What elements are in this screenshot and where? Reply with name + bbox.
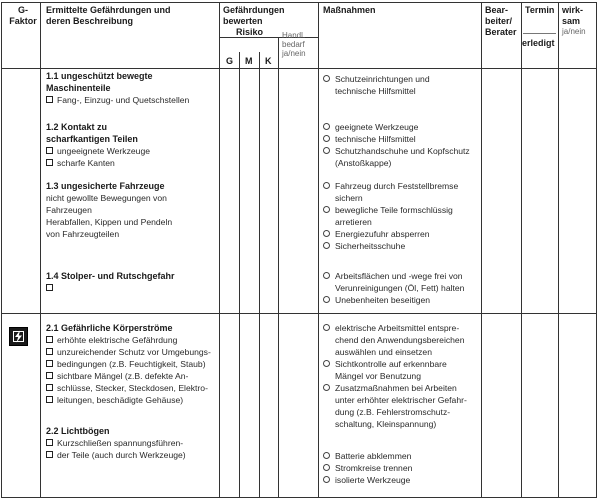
- measure-item: [323, 406, 450, 418]
- col-divider: [259, 52, 260, 498]
- hazard-item-text: Herabfallen, Kippen und Pendeln: [46, 217, 173, 227]
- col-divider: [481, 2, 482, 498]
- measure-text: (Anstoßkappe): [335, 158, 392, 168]
- measure-item: [323, 294, 430, 306]
- hazard-item-text: erhöhte elektrische Gefährdung: [57, 335, 178, 345]
- header-hazards: Ermittelte Gefährdungen und deren Beschreibung: [46, 5, 171, 26]
- hazard-item-text: schlüsse, Stecker, Steckdosen, Elektro-: [57, 383, 208, 393]
- header-m: M: [245, 56, 253, 66]
- measure-text: Energiezufuhr absperren: [335, 229, 430, 239]
- circle-bullet-icon: [323, 476, 330, 483]
- header-erledigt: erledigt: [522, 38, 555, 48]
- measure-item: [323, 474, 410, 486]
- measure-item: [323, 418, 436, 430]
- col-divider: [40, 2, 41, 498]
- section-title: 1.3 ungesicherte Fahrzeuge: [46, 181, 165, 191]
- measure-text: technische Hilfsmittel: [335, 134, 416, 144]
- measure-text: dung (z.B. Fehlerstromschutz-: [335, 407, 451, 417]
- circle-bullet-icon: [323, 230, 330, 237]
- hazard-item: [46, 157, 115, 169]
- electrical-hazard-icon: [9, 327, 28, 346]
- checkbox-icon[interactable]: [46, 451, 53, 458]
- hazard-item-text: Fang-, Einzug- und Quetschstellen: [57, 95, 190, 105]
- measure-text: Batterie abklemmen: [335, 451, 412, 461]
- measure-item: [323, 358, 447, 370]
- measure-text: Verunreinigungen (Öl, Fett) halten: [335, 283, 465, 293]
- circle-bullet-icon: [323, 296, 330, 303]
- circle-bullet-icon: [323, 272, 330, 279]
- measure-item: [323, 334, 465, 346]
- measure-item: [323, 450, 411, 462]
- hazard-item: [46, 334, 177, 346]
- hazard-item: [46, 216, 172, 228]
- measure-text: Zusatzmaßnahmen bei Arbeiten: [335, 383, 457, 393]
- measure-item: [323, 462, 412, 474]
- measure-text: Mängel vor Benutzung: [335, 371, 421, 381]
- checkbox-icon[interactable]: [46, 284, 53, 291]
- section-title: Maschinenteile: [46, 83, 111, 93]
- hazard-item: [46, 346, 211, 358]
- hazard-item: [46, 94, 189, 106]
- circle-bullet-icon: [323, 147, 330, 154]
- measure-text: bewegliche Teile formschlüssig: [335, 205, 453, 215]
- measure-item: [323, 240, 405, 252]
- measure-text: schaltung, Kleinspannung): [335, 419, 437, 429]
- measure-text: sichern: [335, 193, 363, 203]
- checkbox-icon[interactable]: [46, 336, 53, 343]
- hazard-item-text: nicht gewollte Bewegungen von: [46, 193, 167, 203]
- measure-item: [323, 180, 458, 192]
- measure-item: [323, 192, 363, 204]
- measure-item: [323, 121, 418, 133]
- measure-text: arretieren: [335, 217, 372, 227]
- hazard-item-text: Kurzschließen spannungsführen-: [57, 438, 184, 448]
- measure-text: isolierte Werkzeuge: [335, 475, 411, 485]
- hazard-item-text: ungeeignete Werkzeuge: [57, 146, 151, 156]
- header-g-faktor: G- Faktor: [9, 5, 37, 26]
- checkbox-icon[interactable]: [46, 360, 53, 367]
- hazard-item-text: scharfe Kanten: [57, 158, 115, 168]
- circle-bullet-icon: [323, 242, 330, 249]
- hazard-item: [46, 145, 150, 157]
- measure-text: technische Hilfsmittel: [335, 86, 416, 96]
- circle-bullet-icon: [323, 182, 330, 189]
- section-title: 2.1 Gefährliche Körperströme: [46, 323, 173, 333]
- measure-item: [323, 204, 453, 216]
- hazard-item-text: der Teile (auch durch Werkzeuge): [57, 450, 186, 460]
- col-divider: [318, 2, 319, 498]
- hazard-item-empty: [46, 282, 57, 294]
- checkbox-icon[interactable]: [46, 439, 53, 446]
- measure-text: Arbeitsflächen und -wege frei von: [335, 271, 463, 281]
- hazard-item-text: leitungen, beschädigte Gehäuse): [57, 395, 184, 405]
- hazard-item: [46, 192, 167, 204]
- hazard-item-text: Fahrzeugen: [46, 205, 92, 215]
- measure-item: [323, 270, 463, 282]
- measure-item: [323, 346, 432, 358]
- measure-text: geeignete Werkzeuge: [335, 122, 419, 132]
- checkbox-icon[interactable]: [46, 147, 53, 154]
- hazard-item: [46, 358, 206, 370]
- hazard-item: [46, 394, 183, 406]
- col-divider: [239, 52, 240, 498]
- measure-item: [323, 394, 467, 406]
- circle-bullet-icon: [323, 75, 330, 82]
- col-divider: [219, 2, 220, 498]
- col-divider: [521, 2, 522, 498]
- section-title: scharfkantigen Teilen: [46, 134, 138, 144]
- section-title: 1.4 Stolper- und Rutschgefahr: [46, 271, 175, 281]
- measure-text: Unebenheiten beseitigen: [335, 295, 431, 305]
- section-title: 1.2 Kontakt zu: [46, 122, 108, 132]
- measure-item: [323, 85, 416, 97]
- checkbox-icon[interactable]: [46, 396, 53, 403]
- measure-item: [323, 73, 430, 85]
- measure-item: [323, 133, 416, 145]
- header-bearbeiter: Bear- beiter/ Berater: [485, 5, 517, 37]
- header-rule: [523, 33, 556, 34]
- hazard-item-text: bedingungen (z.B. Feuchtigkeit, Staub): [57, 359, 206, 369]
- circle-bullet-icon: [323, 135, 330, 142]
- hazard-item-text: von Fahrzeugteilen: [46, 229, 120, 239]
- header-risiko: Risiko: [236, 27, 264, 37]
- measure-text: Schutzhandschuhe und Kopfschutz: [335, 146, 470, 156]
- measure-item: [323, 145, 470, 157]
- hazard-item-text: sichtbare Mängel (z.B. defekte An-: [57, 371, 189, 381]
- circle-bullet-icon: [323, 206, 330, 213]
- checkbox-icon[interactable]: [46, 384, 53, 391]
- hazard-item-text: unzureichender Schutz vor Umgebungs-: [57, 347, 211, 357]
- measure-text: Sichtkontrolle auf erkennbare: [335, 359, 447, 369]
- circle-bullet-icon: [323, 384, 330, 391]
- checkbox-icon[interactable]: [46, 159, 53, 166]
- measure-text: elektrische Arbeitsmittel entspre-: [335, 323, 460, 333]
- measure-item: [323, 370, 421, 382]
- measure-item: [323, 382, 457, 394]
- measure-text: Stromkreise trennen: [335, 463, 413, 473]
- measure-item: [323, 216, 372, 228]
- header-k: K: [265, 56, 272, 66]
- col-divider: [558, 2, 559, 498]
- measure-text: Fahrzeug durch Feststellbremse: [335, 181, 459, 191]
- section-rule: [1, 313, 597, 314]
- checkbox-icon[interactable]: [46, 348, 53, 355]
- hazard-item: [46, 228, 119, 240]
- measure-text: Schutzeinrichtungen und: [335, 74, 430, 84]
- measure-item: [323, 282, 464, 294]
- section-title: 1.1 ungeschützt bewegte: [46, 71, 153, 81]
- header-handl: Handl. bedarf ja/nein: [282, 31, 306, 58]
- measure-text: unter erhöhter elektrischer Gefahr-: [335, 395, 467, 405]
- measure-text: auswählen und einsetzen: [335, 347, 432, 357]
- hazard-item: [46, 204, 92, 216]
- measure-item: [323, 157, 391, 169]
- measure-item: [323, 322, 459, 334]
- measure-text: Sicherheitsschuhe: [335, 241, 406, 251]
- hazard-item: [46, 437, 183, 449]
- measure-item: [323, 228, 430, 240]
- circle-bullet-icon: [323, 324, 330, 331]
- circle-bullet-icon: [323, 123, 330, 130]
- header-assess: Gefährdungen bewerten: [223, 5, 285, 26]
- measure-text: chend den Anwendungsbereichen: [335, 335, 465, 345]
- col-divider: [278, 37, 279, 498]
- header-massnahmen: Maßnahmen: [323, 5, 376, 15]
- hazard-item: [46, 370, 188, 382]
- hazard-item: [46, 449, 186, 461]
- hazard-item: [46, 382, 208, 394]
- checkbox-icon[interactable]: [46, 372, 53, 379]
- section-title: 2.2 Lichtbögen: [46, 426, 110, 436]
- circle-bullet-icon: [323, 360, 330, 367]
- header-bottom-rule: [1, 68, 597, 69]
- checkbox-icon[interactable]: [46, 96, 53, 103]
- header-termin: Termin: [525, 5, 555, 15]
- circle-bullet-icon: [323, 464, 330, 471]
- header-wirksam: wirk- sam ja/nein: [562, 5, 586, 36]
- header-g: G: [226, 56, 234, 66]
- circle-bullet-icon: [323, 452, 330, 459]
